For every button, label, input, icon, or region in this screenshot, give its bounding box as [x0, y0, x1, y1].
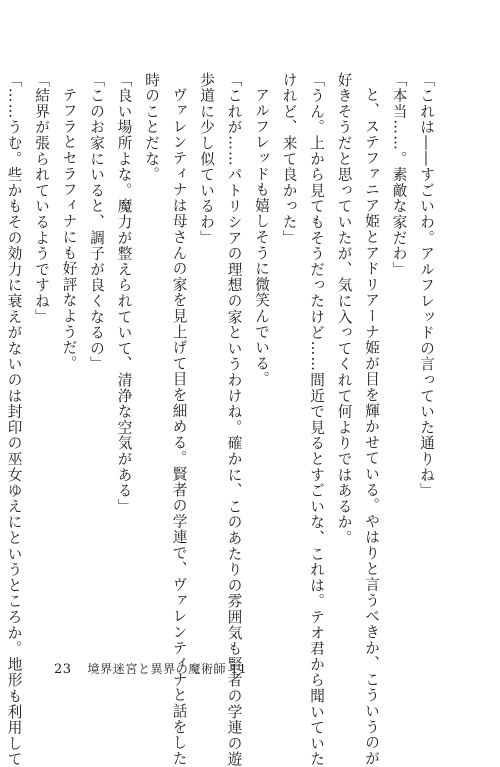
text-line: テフラとセラフィナにも好評なようだ。 [60, 86, 78, 371]
page-footer [54, 660, 247, 677]
text-line: 「これは――すごいわ。アルフレッドの言っていた通りね」 [418, 72, 435, 499]
text-line: 好きそうだと思っていたが、気に入ってくれて何よりではあるか。 [335, 72, 353, 546]
text-line: 「本当……。素敵な家だわ」 [390, 72, 408, 278]
text-line: アルフレッドも嬉しそうに微笑んでいる。 [253, 86, 270, 387]
page-number: 23 [54, 662, 72, 677]
text-line: 時のことだな。 [143, 72, 160, 183]
text-line: 歩道に少し似ているわ」 [198, 72, 215, 246]
text-line: 「うん。上から見てもそうだったけど……間近で見るとすごいな、これは。テオ君から聞いていた [308, 72, 325, 767]
text-line: 「……うむ。些かもその効力に衰えがないのは封印の巫女ゆえにというところか。地形も利用して [5, 72, 23, 767]
text-line: 「良い場所よな。魔力が整えられていて、清浄な空気がある」 [115, 72, 133, 515]
text-line: と、ステファニア姫とアドリアーナ姫が目を輝かせている。やはりと言うべきか、こういうのが [363, 86, 380, 766]
text-line: けれど、来て良かった」 [280, 72, 298, 246]
text-line: ヴァレンティナは母さんの家を見上げて目を細める。賢者の学連で、ヴァレンティナと話をした [170, 86, 188, 766]
text-line: 「結界が張られているようですね」 [33, 72, 50, 325]
book-title: 境界迷宮と異界の魔術師 11 [87, 662, 248, 676]
text-line: 「このお家にいると、調子が良くなるの」 [88, 72, 105, 373]
text-line: 「これが……パトリシアの理想の家というわけね。確かに、このあたりの雰囲気も賢者の学連の遊 [225, 72, 243, 767]
